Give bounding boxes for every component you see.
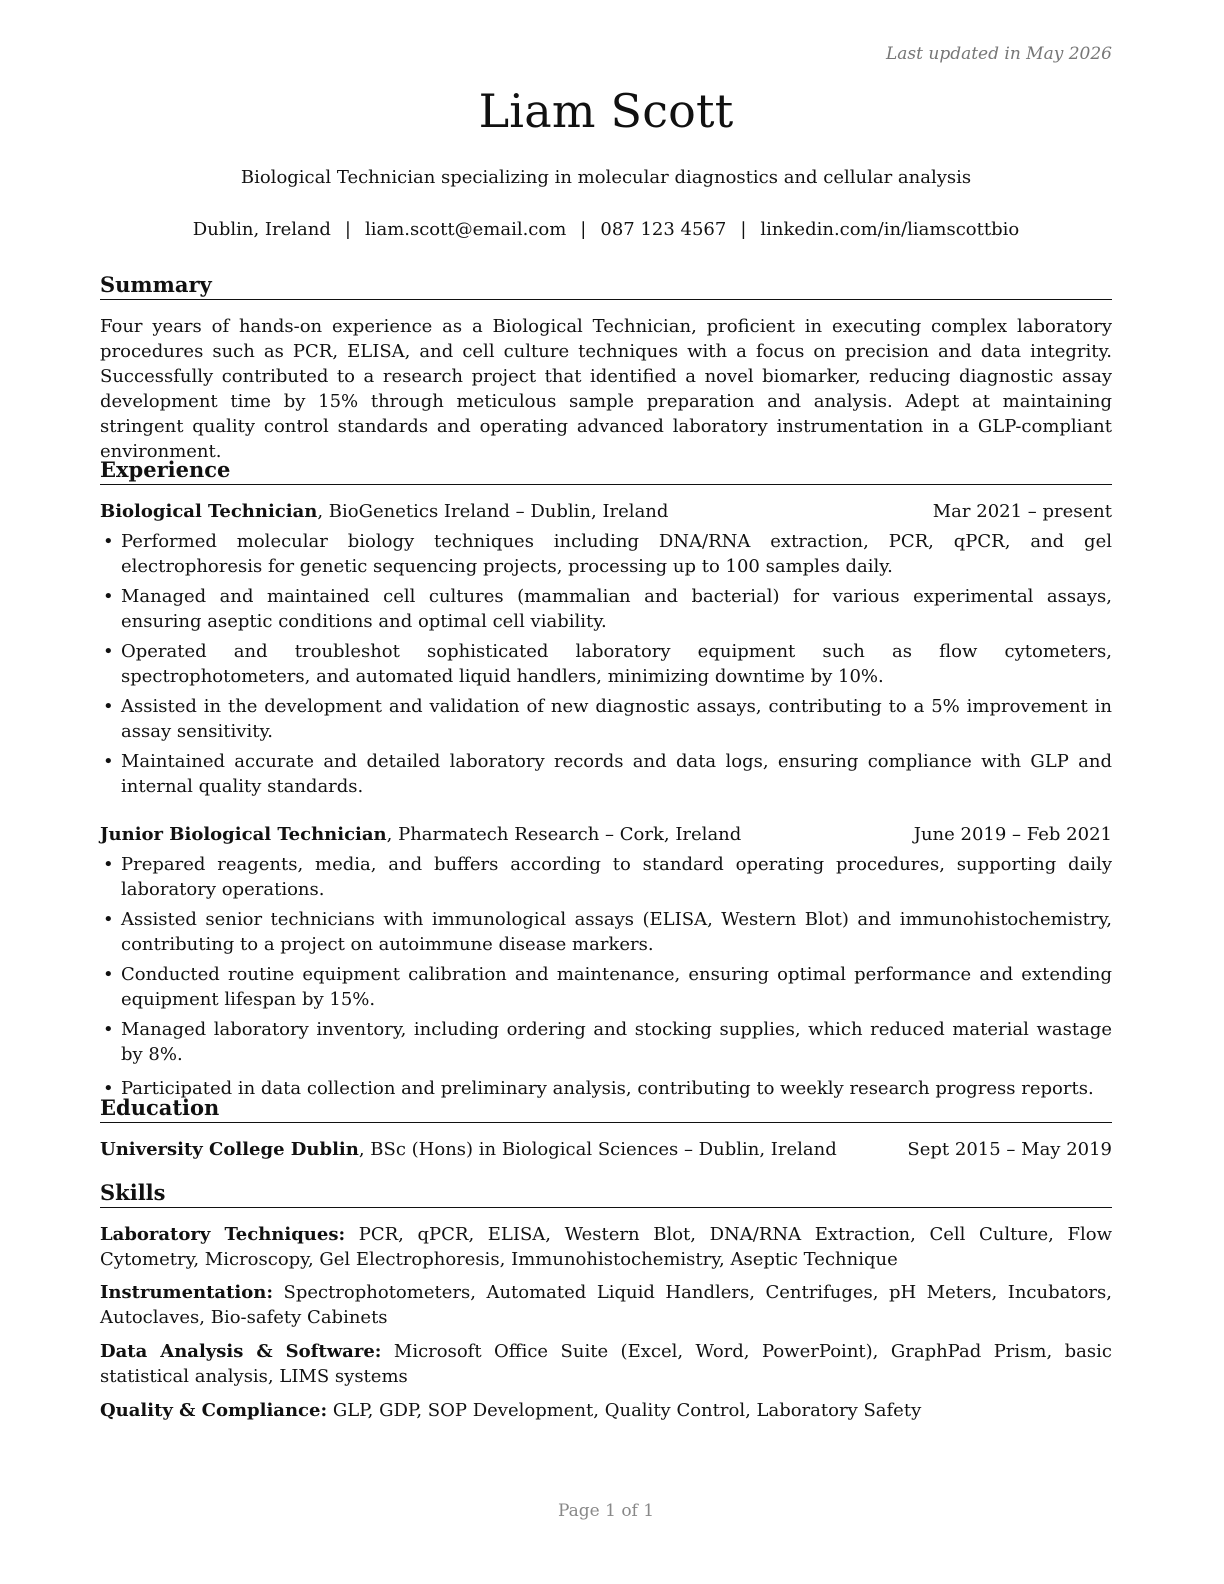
job-bullets (100, 852, 1112, 1106)
tagline: Biological Technician specializing in molecular diagnostics and cellular analysis (240, 167, 972, 188)
skill-value: Microsoft Office Suite (Excel, Word, PowerPoint), GraphPad Prism, basic statistical analysis, LIMS systems (100, 1341, 1112, 1387)
list-item: • Participated in data collection and preliminary analysis, contributing to weekly research progress reports. (100, 1076, 1112, 1101)
section-title-summary: Summary (100, 272, 1112, 300)
education-dates: Sept 2015 – May 2019 (907, 1139, 1112, 1160)
list-item: • Conducted routine equipment calibration and maintenance, ensuring optimal performance and extending equipment lifespan by 15%. (100, 962, 1112, 1012)
contact-separator: | (740, 219, 747, 240)
candidate-name: Liam Scott (478, 84, 734, 138)
list-item: • Prepared reagents, media, and buffers according to standard operating procedures, supporting daily laboratory operations. (100, 852, 1112, 902)
skill-row (100, 1398, 1112, 1423)
skill-row (100, 1339, 1112, 1389)
job-role: Biological Technician (100, 501, 318, 522)
skill-label: Laboratory Techniques: (100, 1224, 346, 1245)
contact-linkedin[interactable]: linkedin.com/in/liamscottbio (760, 219, 1020, 240)
contact-line (100, 219, 1112, 240)
skill-row (100, 1280, 1112, 1330)
job-header (100, 499, 1112, 524)
job-dates: June 2019 – Feb 2021 (913, 824, 1112, 845)
list-item: • Assisted senior technicians with immunological assays (ELISA, Western Blot) and immunohistochemistry, contributing to a project on autoimmune disease markers. (100, 907, 1112, 957)
education-entry (100, 1137, 1112, 1162)
list-item: • Managed and maintained cell cultures (mammalian and bacterial) for various experimental assays, ensuring aseptic conditions and optimal cell viability. (100, 584, 1112, 634)
contact-location: Dublin, Ireland (192, 219, 331, 240)
job-header (100, 822, 1112, 847)
last-updated: Last updated in May 2026 (885, 44, 1112, 64)
skill-label: Instrumentation: (100, 1282, 273, 1303)
resume-page (100, 0, 1112, 1584)
skill-value: PCR, qPCR, ELISA, Western Blot, DNA/RNA Extraction, Cell Culture, Flow Cytometry, Microscopy, Gel Electrophoresis, Immunohistochemistry, Aseptic Technique (100, 1224, 1112, 1270)
section-title-experience: Experience (100, 457, 1112, 485)
skill-label: Quality & Compliance: (100, 1400, 328, 1421)
list-item: • Managed laboratory inventory, including ordering and stocking supplies, which reduced material wastage by 8%. (100, 1017, 1112, 1067)
job-org: , Pharmatech Research – Cork, Ireland (386, 824, 742, 845)
contact-separator: | (344, 219, 351, 240)
contact-email[interactable]: liam.scott@email.com (364, 219, 567, 240)
skill-label: Data Analysis & Software: (100, 1341, 382, 1362)
education-school: University College Dublin (100, 1139, 359, 1160)
job-role: Junior Biological Technician (100, 824, 387, 845)
section-title-skills: Skills (100, 1180, 1112, 1208)
skill-row (100, 1222, 1112, 1272)
list-item: • Assisted in the development and validation of new diagnostic assays, contributing to a 5% improvement in assay sensitivity. (100, 694, 1112, 744)
contact-phone: 087 123 4567 (600, 219, 727, 240)
list-item: • Maintained accurate and detailed laboratory records and data logs, ensuring compliance with GLP and internal quality standards. (100, 749, 1112, 799)
section-title-education: Education (100, 1095, 1112, 1123)
skill-value: GLP, GDP, SOP Development, Quality Control, Laboratory Safety (327, 1400, 922, 1421)
job-org: , BioGenetics Ireland – Dublin, Ireland (317, 501, 669, 522)
skill-value: Spectrophotometers, Automated Liquid Handlers, Centrifuges, pH Meters, Incubators, Autoclaves, Bio-safety Cabinets (100, 1282, 1112, 1328)
job-dates: Mar 2021 – present (932, 501, 1112, 522)
education-degree: , BSc (Hons) in Biological Sciences – Dublin, Ireland (358, 1139, 837, 1160)
page-number: Page 1 of 1 (557, 1501, 655, 1521)
contact-separator: | (580, 219, 587, 240)
summary-text: Four years of hands-on experience as a Biological Technician, proficient in executing complex laboratory procedures such as PCR, ELISA, and cell culture techniques with a focus on precision and data integrity. Successfully contributed to a research project that identified a novel biomarker, reducing diagnostic assay development time by 15% through meticulous sample preparation and analysis. Adept at maintaining stringent quality control standards and operating advanced laboratory instrumentation in a GLP-compliant environment. (100, 316, 1112, 462)
list-item: • Operated and troubleshot sophisticated laboratory equipment such as flow cytometers, spectrophotometers, and automated liquid handlers, minimizing downtime by 10%. (100, 639, 1112, 689)
job-bullets (100, 529, 1112, 804)
list-item: • Performed molecular biology techniques including DNA/RNA extraction, PCR, qPCR, and gel electrophoresis for genetic sequencing projects, processing up to 100 samples daily. (100, 529, 1112, 579)
